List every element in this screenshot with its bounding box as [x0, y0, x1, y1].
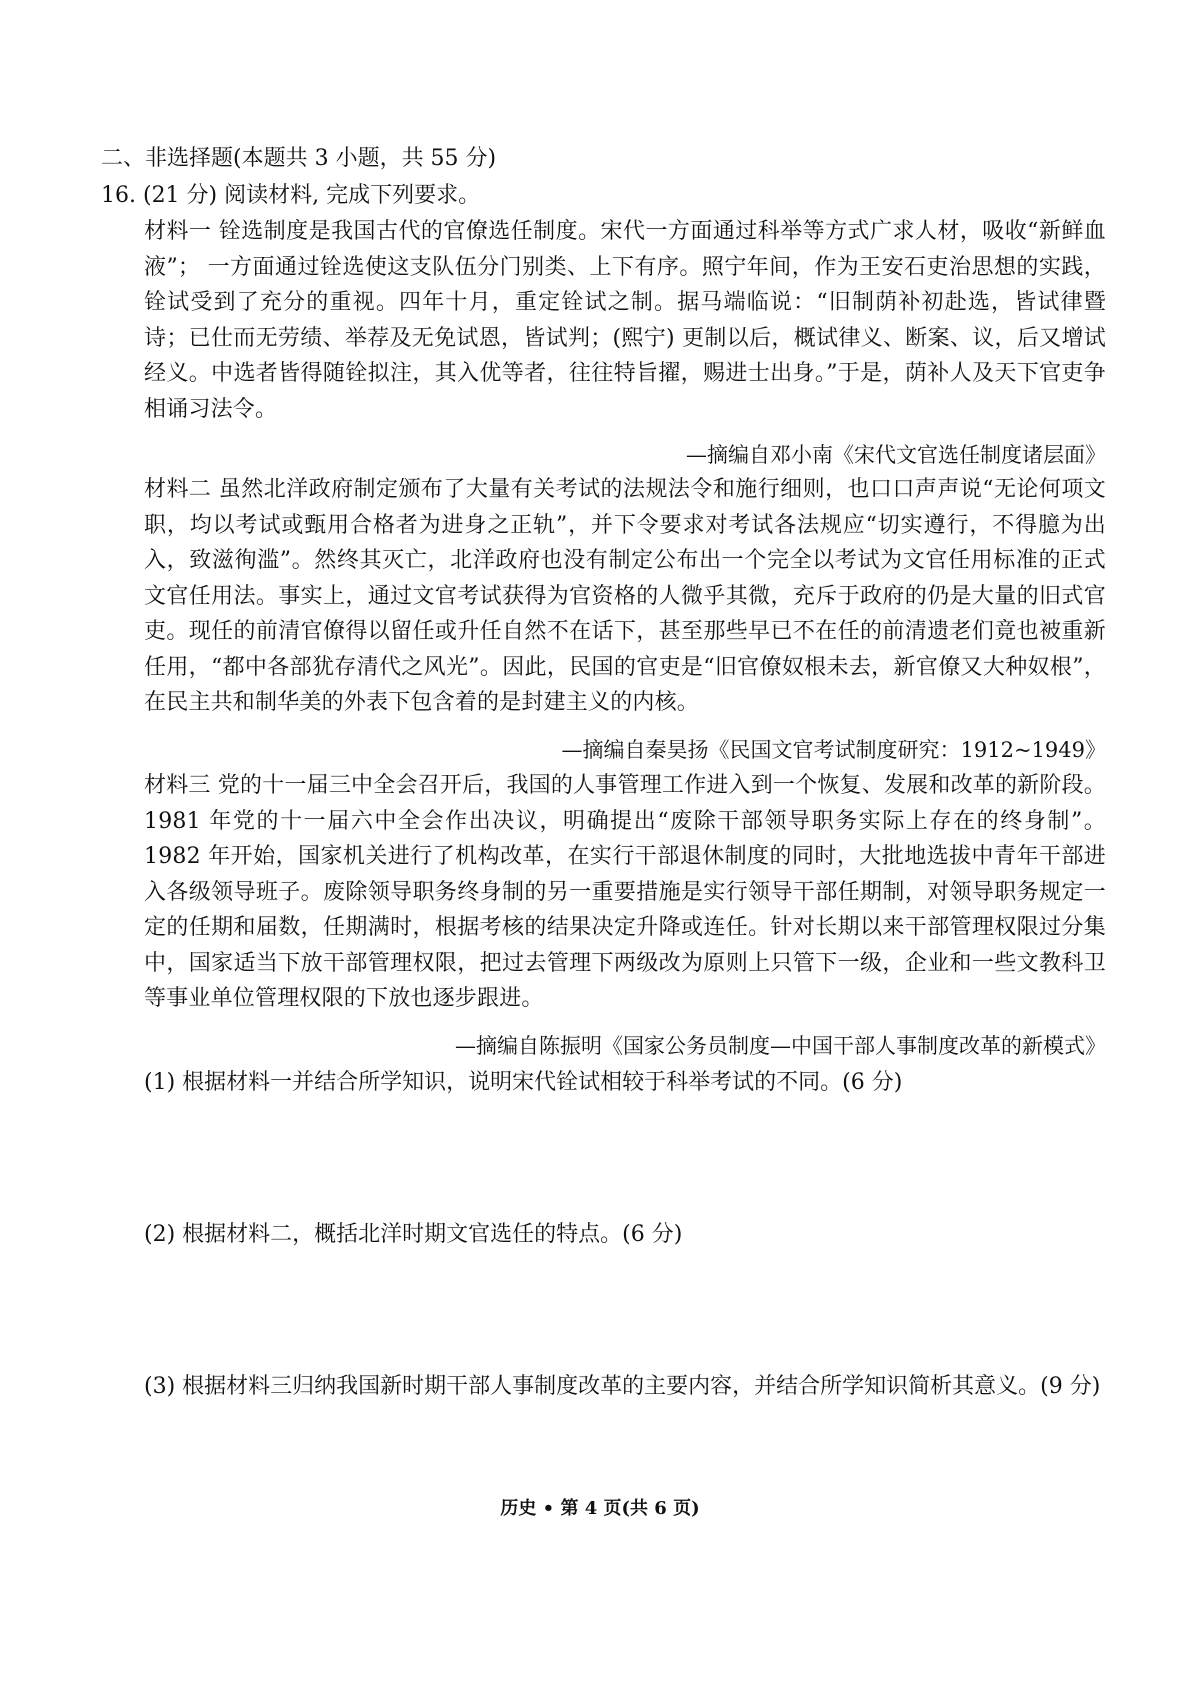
question-intro: 16. (21 分) 阅读材料, 完成下列要求。	[101, 183, 481, 208]
sub-question-1: (1) 根据材料一并结合所学知识，说明宋代铨试相较于科举考试的不同。(6 分)	[144, 1070, 903, 1095]
material-two-source: —摘编自秦昊扬《民国文官考试制度研究：1912~1949》	[561, 738, 1106, 762]
material-three-text: 材料三 党的十一届三中全会召开后，我国的人事管理工作进入到一个恢复、发展和改革的新阶段。1981 年党的十一届六中全会作出决议，明确提出“废除干部领导职务实际上存在的终身制”。1982 年开始，国家机关进行了机构改革，在实行干部退休制度的同时，大批地选拔中青年干部进入各级领导班子。废除领导职务终身制的另一重要措施是实行领导干部任期制，对领导职务规定一定的任期和届数，任期满时，根据考核的结果决定升降或连任。针对长期以来干部管理权限过分集中，国家适当下放干部管理权限，把过去管理下两级改为原则上只管下一级，企业和一些文教科卫等事业单位管理权限的下放也逐步跟进。	[144, 773, 1106, 1011]
material-one-text: 材料一 铨选制度是我国古代的官僚选任制度。宋代一方面通过科举等方式广求人材，吸收“新鲜血液”； 一方面通过铨选使这支队伍分门别类、上下有序。照宁年间，作为王安石吏治思想的实践，铨试受到了充分的重视。四年十月，重定铨试之制。据马端临说：“旧制荫补初赴选，皆试律暨诗；已仕而无劳绩、举荐及无免试恩，皆试判；(熙宁) 更制以后，概试律义、断案、议，后又增试经义。中选者皆得随铨拟注，其入优等者，往往特旨擢，赐进士出身。”于是，荫补人及天下官吏争相诵习法令。	[144, 219, 1106, 422]
material-two-text: 材料二 虽然北洋政府制定颁布了大量有关考试的法规法令和施行细则，也口口声声说“无论何项文职，均以考试或甄用合格者为进身之正轨”，并下令要求对考试各法规应“切实遵行，不得臆为出入，致滋徇滥”。然终其灭亡，北洋政府也没有制定公布出一个完全以考试为文官任用标准的正式文官任用法。事实上，通过文官考试获得为官资格的人微乎其微，充斥于政府的仍是大量的旧式官吏。现任的前清官僚得以留任或升任自然不在话下，甚至那些早已不在任的前清遗老们竟也被重新任用，“都中各部犹存清代之风光”。因此，民国的官吏是“旧官僚奴根未去，新官僚又大种奴根”，在民主共和制华美的外表下包含着的是封建主义的内核。	[144, 477, 1106, 715]
section-heading: 二、非选择题(本题共 3 小题，共 55 分)	[101, 146, 497, 171]
sub-question-2: (2) 根据材料二，概括北洋时期文官选任的特点。(6 分)	[144, 1222, 683, 1247]
material-one-source: —摘编自邓小南《宋代文官选任制度诸层面》	[686, 443, 1106, 467]
sub-question-3: (3) 根据材料三归纳我国新时期干部人事制度改革的主要内容，并结合所学知识简析其意义。(9 分)	[144, 1374, 1101, 1399]
material-three-source: —摘编自陈振明《国家公务员制度—中国干部人事制度改革的新模式》	[455, 1034, 1106, 1058]
page-footer: 历史 • 第 4 页(共 6 页)	[500, 1498, 700, 1519]
